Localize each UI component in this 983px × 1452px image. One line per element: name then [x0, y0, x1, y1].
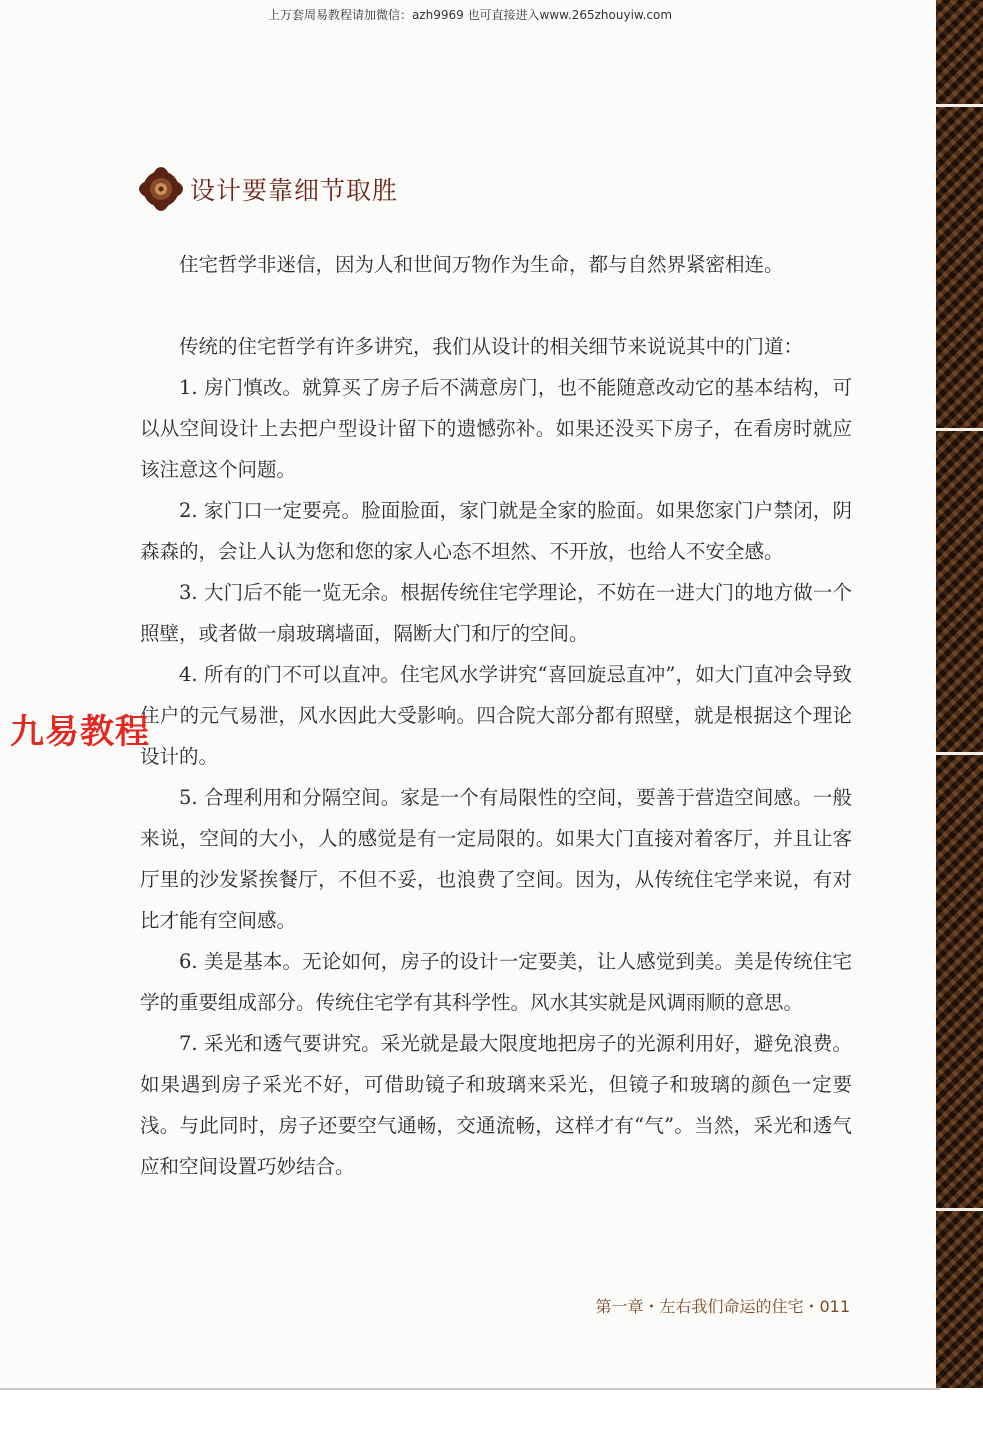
page-bottom-edge — [0, 1388, 940, 1390]
body-text — [140, 244, 852, 1187]
running-footer: 第一章・左右我们命运的住宅・011 — [595, 1297, 850, 1316]
item-paragraph: 6. 美是基本。无论如何，房子的设计一定要美，让人感觉到美。美是传统住宅学的重要组成部分。传统住宅学有其科学性。风水其实就是风调雨顺的意思。 — [140, 950, 852, 1014]
item-paragraph: 2. 家门口一定要亮。脸面脸面，家门就是全家的脸面。如果您家门户禁闭，阴森森的，会让人认为您和您的家人心态不坦然、不开放，也给人不安全感。 — [140, 499, 852, 563]
section-title: 设计要靠细节取胜 — [190, 176, 399, 205]
lotus-ornament-icon — [136, 164, 186, 214]
lead-paragraph: 传统的住宅哲学有许多讲究，我们从设计的相关细节来说说其中的门道： — [179, 335, 804, 358]
decorative-border-strip — [936, 0, 983, 1388]
item-paragraph: 4. 所有的门不可以直冲。住宅风水学讲究“喜回旋忌直冲”，如大门直冲会导致住户的元气易泄，风水因此大受影响。四合院大部分都有照壁，就是根据这个理论设计的。 — [140, 663, 852, 768]
section-heading — [136, 164, 398, 214]
top-banner: 上万套周易教程请加微信：azh9969 也可直接进入www.265zhouyiw.com — [267, 8, 673, 22]
item-paragraph: 7. 采光和透气要讲究。采光就是最大限度地把房子的光源利用好，避免浪费。如果遇到房子采光不好，可借助镜子和玻璃来采光，但镜子和玻璃的颜色一定要浅。与此同时，房子还要空气通畅，交通流畅，这样才有“气”。当然，采光和透气应和空间设置巧妙结合。 — [140, 1032, 852, 1178]
watermark: 九易教程 — [10, 712, 150, 752]
intro-paragraph: 住宅哲学非迷信，因为人和世间万物作为生命，都与自然界紧密相连。 — [179, 253, 784, 276]
item-paragraph: 1. 房门慎改。就算买了房子后不满意房门，也不能随意改动它的基本结构，可以从空间设计上去把户型设计留下的遗憾弥补。如果还没买下房子，在看房时就应该注意这个问题。 — [140, 376, 852, 481]
item-paragraph: 3. 大门后不能一览无余。根据传统住宅学理论，不妨在一进大门的地方做一个照壁，或者做一扇玻璃墙面，隔断大门和厅的空间。 — [140, 581, 852, 645]
item-paragraph: 5. 合理利用和分隔空间。家是一个有局限性的空间，要善于营造空间感。一般来说，空间的大小，人的感觉是有一定局限的。如果大门直接对着客厅，并且让客厅里的沙发紧挨餐厅，不但不妥，也浪费了空间。因为，从传统住宅学来说，有对比才能有空间感。 — [140, 786, 852, 932]
